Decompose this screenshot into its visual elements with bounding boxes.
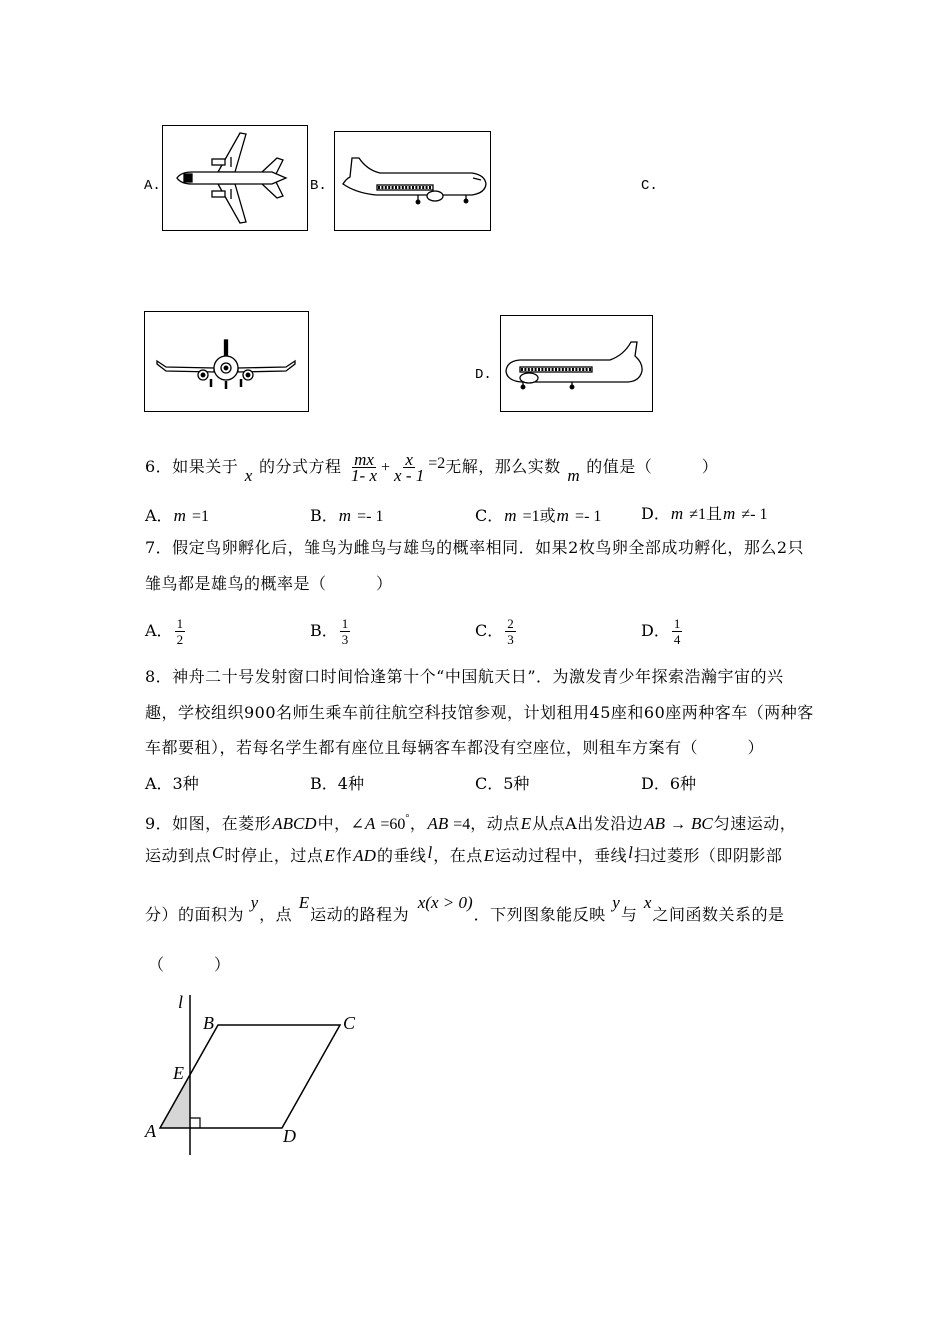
- fraction-denominator: 3: [341, 632, 349, 647]
- label-d: D: [283, 1126, 296, 1146]
- bottom-engine: [212, 191, 225, 197]
- q6-text: 如果关于: [172, 457, 239, 476]
- option-a-image: [162, 125, 308, 231]
- q6-fraction-1: [349, 452, 379, 483]
- q8-stem-line-1: 8．神舟二十号发射窗口时间恰逢第十个“中国航天日”．为激发青少年探索浩瀚宇宙的兴: [145, 667, 784, 686]
- q9-stem-line-3: [145, 893, 785, 927]
- q6-option-d: [641, 502, 768, 526]
- q9-math: E: [520, 814, 532, 833]
- option-var: m: [338, 506, 352, 525]
- option-d-label: D.: [475, 367, 492, 383]
- q9-text: ，在点: [433, 846, 483, 865]
- option-label: B．: [310, 621, 338, 640]
- q9-text: 匀速运动，: [713, 814, 797, 833]
- label-e: E: [173, 1063, 184, 1083]
- option-label: A．: [145, 506, 173, 525]
- option-label: A．: [145, 621, 173, 640]
- label-a: A: [145, 1121, 156, 1141]
- q9-stem-line-2: [145, 844, 782, 868]
- q9-text: 中，: [317, 814, 351, 833]
- option-var: m: [670, 504, 684, 523]
- q7-stem-line-1: 7．假定鸟卵孵化后，雏鸟为雌鸟与雄鸟的概率相同．如果2枚鸟卵全部成功孵化，那么2只: [145, 538, 805, 557]
- fraction-numerator: 2: [507, 616, 514, 631]
- q9-text: 扫过菱形（即阴影部: [633, 846, 783, 865]
- q9-text: ，动点: [470, 814, 520, 833]
- option-label: B．: [310, 506, 338, 525]
- fraction-numerator: mx: [354, 450, 374, 469]
- q8-option-d: D．6种: [641, 774, 697, 793]
- option-conjunction: 或: [539, 506, 556, 525]
- label-b: B: [203, 1013, 214, 1033]
- q9-text: 从点A出发沿边: [532, 814, 644, 833]
- option-value: ≠1: [689, 506, 706, 523]
- fraction-denominator: 3: [507, 632, 514, 647]
- front-wheel: [416, 200, 420, 204]
- q9-math: y: [250, 893, 259, 912]
- option-value: ≠- 1: [741, 506, 768, 523]
- q9-angle-symbol: ∠: [350, 816, 364, 833]
- fraction-numerator: x: [405, 450, 413, 469]
- option-b-label: B.: [310, 178, 327, 194]
- option-label: C．: [475, 621, 504, 640]
- q7-option-a: [145, 614, 187, 648]
- q9-math: x(x > 0): [417, 893, 473, 912]
- q9-math: A: [365, 814, 376, 833]
- option-label: D．: [641, 504, 670, 523]
- fraction-denominator: 4: [673, 632, 681, 647]
- q9-text: 运动过程中，垂线: [495, 846, 628, 865]
- option-value: =1: [191, 508, 209, 525]
- q6-equals: =2: [428, 455, 446, 472]
- option-c-image: [144, 311, 309, 412]
- option-fraction: [672, 616, 683, 647]
- airplane-side-view-icon: [500, 315, 653, 412]
- option-fraction: [505, 616, 516, 647]
- q6-text: 的分式方程: [258, 457, 342, 476]
- q9-math: BC: [691, 814, 713, 833]
- q9-math: l: [628, 843, 633, 862]
- right-engine-core: [246, 373, 250, 377]
- option-a-label: A.: [144, 178, 161, 194]
- q7-stem-line-2: 雏鸟都是雄鸟的概率是（ ）: [145, 574, 393, 593]
- q7-option-d: [641, 614, 684, 648]
- q9-text: 运动的路程为: [310, 905, 410, 924]
- airplane-front-view-icon: [144, 311, 309, 412]
- q9-text: ，点: [259, 905, 293, 924]
- fraction-denominator: 2: [176, 632, 184, 647]
- label-l: l: [178, 992, 184, 1012]
- option-var: m: [173, 506, 186, 525]
- option-fraction: [340, 616, 351, 647]
- fraction-denominator: x - 1: [394, 466, 425, 485]
- fraction-numerator: 1: [341, 616, 349, 631]
- q6-var-m: m: [567, 466, 580, 485]
- option-b-image: [334, 131, 491, 231]
- option-label: D．: [641, 621, 670, 640]
- q6-option-a: [145, 504, 209, 528]
- q9-text: 运动到点: [145, 846, 212, 865]
- option-fraction: [175, 616, 186, 647]
- q9-math: E: [298, 893, 310, 912]
- q9-math: ABCD: [272, 814, 317, 833]
- q9-text: ．下列图象能反映: [473, 905, 606, 924]
- q6-option-b: [310, 504, 384, 528]
- q6-plus: +: [381, 459, 391, 476]
- front-wheel: [521, 385, 525, 389]
- q6-number: 6．: [145, 457, 173, 476]
- q9-math: y: [612, 893, 620, 912]
- option-c-label: C.: [641, 178, 658, 194]
- q9-arrow: →: [666, 816, 690, 833]
- engine: [427, 191, 443, 201]
- label-c: C: [343, 1013, 356, 1033]
- q9-text: 与: [620, 905, 638, 924]
- q6-text: 无解，那么实数: [445, 457, 561, 476]
- q9-math: AD: [353, 846, 376, 865]
- q9-math: x: [643, 893, 652, 912]
- nose-dot: [224, 366, 228, 370]
- q9-text: 的垂线: [376, 846, 427, 865]
- option-var: m: [556, 506, 569, 525]
- q8-option-b: B．4种: [310, 774, 364, 793]
- option-value: =1: [522, 508, 540, 525]
- q7-option-b: [310, 614, 352, 648]
- fraction-denominator: 1- x: [351, 466, 378, 485]
- q9-text: ，: [409, 814, 427, 833]
- airplane-side-view-icon: [334, 131, 491, 231]
- q6-var-x: x: [244, 466, 253, 485]
- tail-fin: [224, 340, 227, 357]
- fraction-numerator: 1: [176, 616, 184, 631]
- engine: [520, 373, 538, 383]
- q9-math: =4: [449, 816, 471, 833]
- rear-wheel: [464, 199, 468, 203]
- q6-option-c: [475, 504, 601, 528]
- option-var: m: [723, 504, 736, 523]
- q9-text: 分）的面积为: [145, 905, 245, 924]
- option-conjunction: 且: [706, 504, 723, 523]
- airplane-top-view-icon: [162, 125, 308, 231]
- fuselage: [177, 172, 286, 184]
- option-value: =- 1: [357, 508, 384, 525]
- cockpit: [184, 174, 192, 182]
- left-engine-core: [201, 373, 205, 377]
- q8-stem-line-2: 趣，学校组织900名师生乘车前往航空科技馆参观，计划租用45座和60座两种客车（两种客: [145, 703, 814, 722]
- q9-text: 9．如图，在菱形: [145, 814, 272, 833]
- q9-degree: °: [405, 813, 410, 824]
- q8-option-c: C．5种: [475, 774, 530, 793]
- rhombus-figure: [140, 990, 380, 1165]
- q9-math: AB: [644, 814, 665, 833]
- bottom-wing: [218, 184, 246, 223]
- q7-option-c: [475, 614, 518, 648]
- q9-math: E: [324, 846, 335, 865]
- q9-stem-line-4: （ ）: [148, 955, 231, 974]
- option-value: =- 1: [575, 508, 602, 525]
- q6-fraction-2: [392, 452, 426, 483]
- q6-text: 的值是（ ）: [586, 457, 719, 476]
- q9-math: C: [212, 843, 224, 862]
- rear-wheel: [570, 385, 574, 389]
- q8-stem-line-3: 车都要租），若每名学生都有座位且每辆客车都没有空座位，则租车方案有（ ）: [145, 738, 765, 757]
- option-var: m: [504, 506, 517, 525]
- q9-math: E: [483, 846, 495, 865]
- q9-text: 时停止，过点: [224, 846, 324, 865]
- top-engine: [212, 159, 225, 165]
- q9-math: AB: [427, 814, 449, 833]
- q9-text: 作: [335, 846, 353, 865]
- q6-stem: [145, 451, 718, 483]
- q9-math: =60: [376, 816, 406, 833]
- top-wing: [218, 133, 246, 172]
- q9-math: l: [427, 843, 433, 862]
- q8-option-a: A．3种: [145, 774, 199, 793]
- right-angle-mark: [190, 1118, 200, 1128]
- fraction-numerator: 1: [673, 616, 681, 631]
- q9-stem-line-1: [145, 807, 796, 831]
- option-label: C．: [475, 506, 504, 525]
- q9-text: 之间函数关系的是: [652, 905, 785, 924]
- option-d-image: [500, 315, 653, 412]
